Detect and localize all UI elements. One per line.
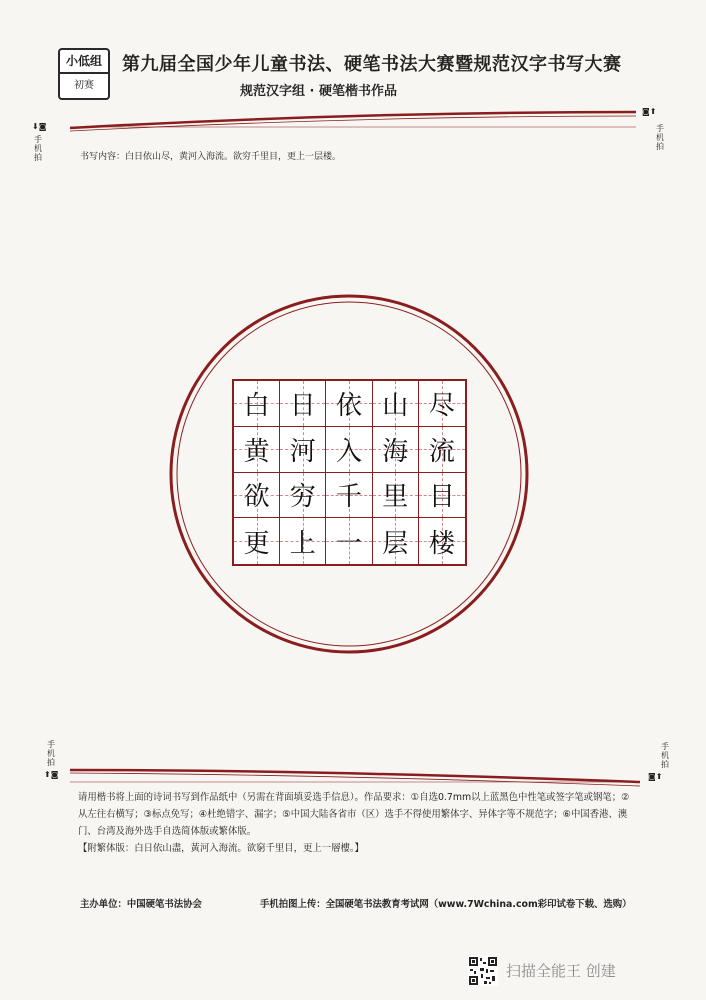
- instructions-requirements: 请用楷书将上面的诗词书写到作品纸中（另需在背面填妥选手信息）。作品要求：①自选0.7mm以上蓝黑色中性笔或签字笔或钢笔；②从左往右横写；③标点免写；④杜绝错字、漏字；⑤中国大陆各省市（区）选手不得使用繁体字、异体字等不规范字；⑥中国香港、澳门、台湾及海外选手自选简体版或繁体版。: [78, 792, 630, 837]
- grid-cell: 海: [373, 427, 419, 473]
- bottom-swoosh-line: [70, 770, 640, 782]
- content-text: 白日依山尽，黄河入海流。欲穷千里目，更上一层楼。: [125, 152, 342, 162]
- grid-cell: 穷: [280, 473, 326, 519]
- grid-cell: 里: [373, 473, 419, 519]
- upload-arrow-icon: ⬆: [649, 107, 657, 116]
- grid-cell: 白: [234, 381, 280, 427]
- round-label: 初赛: [74, 80, 94, 91]
- download-arrow-icon: ⬇: [32, 122, 39, 131]
- grid-cell: 目: [419, 473, 465, 519]
- camera-icon: ◙: [648, 772, 656, 781]
- grid-cell: 上: [280, 518, 326, 564]
- grid-cell: 楼: [419, 518, 465, 564]
- grid-cell: 欲: [234, 473, 280, 519]
- camera-icon: ◙: [642, 107, 650, 116]
- grid-cell: 入: [326, 427, 372, 473]
- grid-cell: 山: [373, 381, 419, 427]
- photo-label-bottom-right: 手机拍: [661, 742, 669, 769]
- grid-cell: 黄: [234, 427, 280, 473]
- camera-icon: ◙: [50, 770, 59, 779]
- photo-label-top-right: 手机拍: [656, 124, 664, 151]
- upload-text: 手机拍图上传：全国硬笔书法教育考试网（www.7Wchina.com彩印试卷下载、选购）: [260, 899, 632, 910]
- grid-cell: 尽: [419, 381, 465, 427]
- grid-cell: 日: [280, 381, 326, 427]
- scanner-watermark: 扫描全能王 创建: [506, 962, 616, 980]
- camera-mark-bottom-left: [44, 770, 58, 779]
- photo-label-top-left: 手机拍: [34, 135, 42, 162]
- camera-mark-top-left: [32, 122, 46, 131]
- grid-cell: 千: [326, 473, 372, 519]
- content-line: [80, 149, 341, 162]
- content-label: 书写内容：: [80, 152, 126, 162]
- grid-cell: 一: [326, 518, 372, 564]
- upload-arrow-icon: ⬆: [655, 772, 663, 781]
- grid-cell: 河: [280, 427, 326, 473]
- page-subtitle: 规范汉字组 · 硬笔楷书作品: [240, 84, 397, 99]
- writing-grid: [232, 379, 467, 566]
- group-badge: [58, 48, 110, 100]
- photo-label-bottom-left: 手机拍: [47, 740, 55, 767]
- page-title: 第九届全国少年儿童书法、硬笔书法大赛暨规范汉字书写大赛: [122, 54, 622, 75]
- camera-mark-top-right: [642, 107, 656, 116]
- instructions: [78, 789, 636, 857]
- organizer-text: 主办单位：中国硬笔书法协会: [80, 899, 202, 910]
- camera-icon: ◙: [38, 122, 47, 131]
- grid-cell: 依: [326, 381, 372, 427]
- grid-cell: 层: [373, 518, 419, 564]
- camera-mark-bottom-right: [648, 772, 662, 781]
- qr-code-icon: [468, 956, 498, 986]
- grid-cell: 更: [234, 518, 280, 564]
- upload-arrow-icon: ⬆: [44, 770, 51, 779]
- grid-cell: 流: [419, 427, 465, 473]
- group-label: 小低组: [60, 50, 108, 74]
- instructions-traditional: 【附繁体版：白日依山盡，黃河入海流。欲窮千里目，更上一層樓。】: [78, 843, 364, 854]
